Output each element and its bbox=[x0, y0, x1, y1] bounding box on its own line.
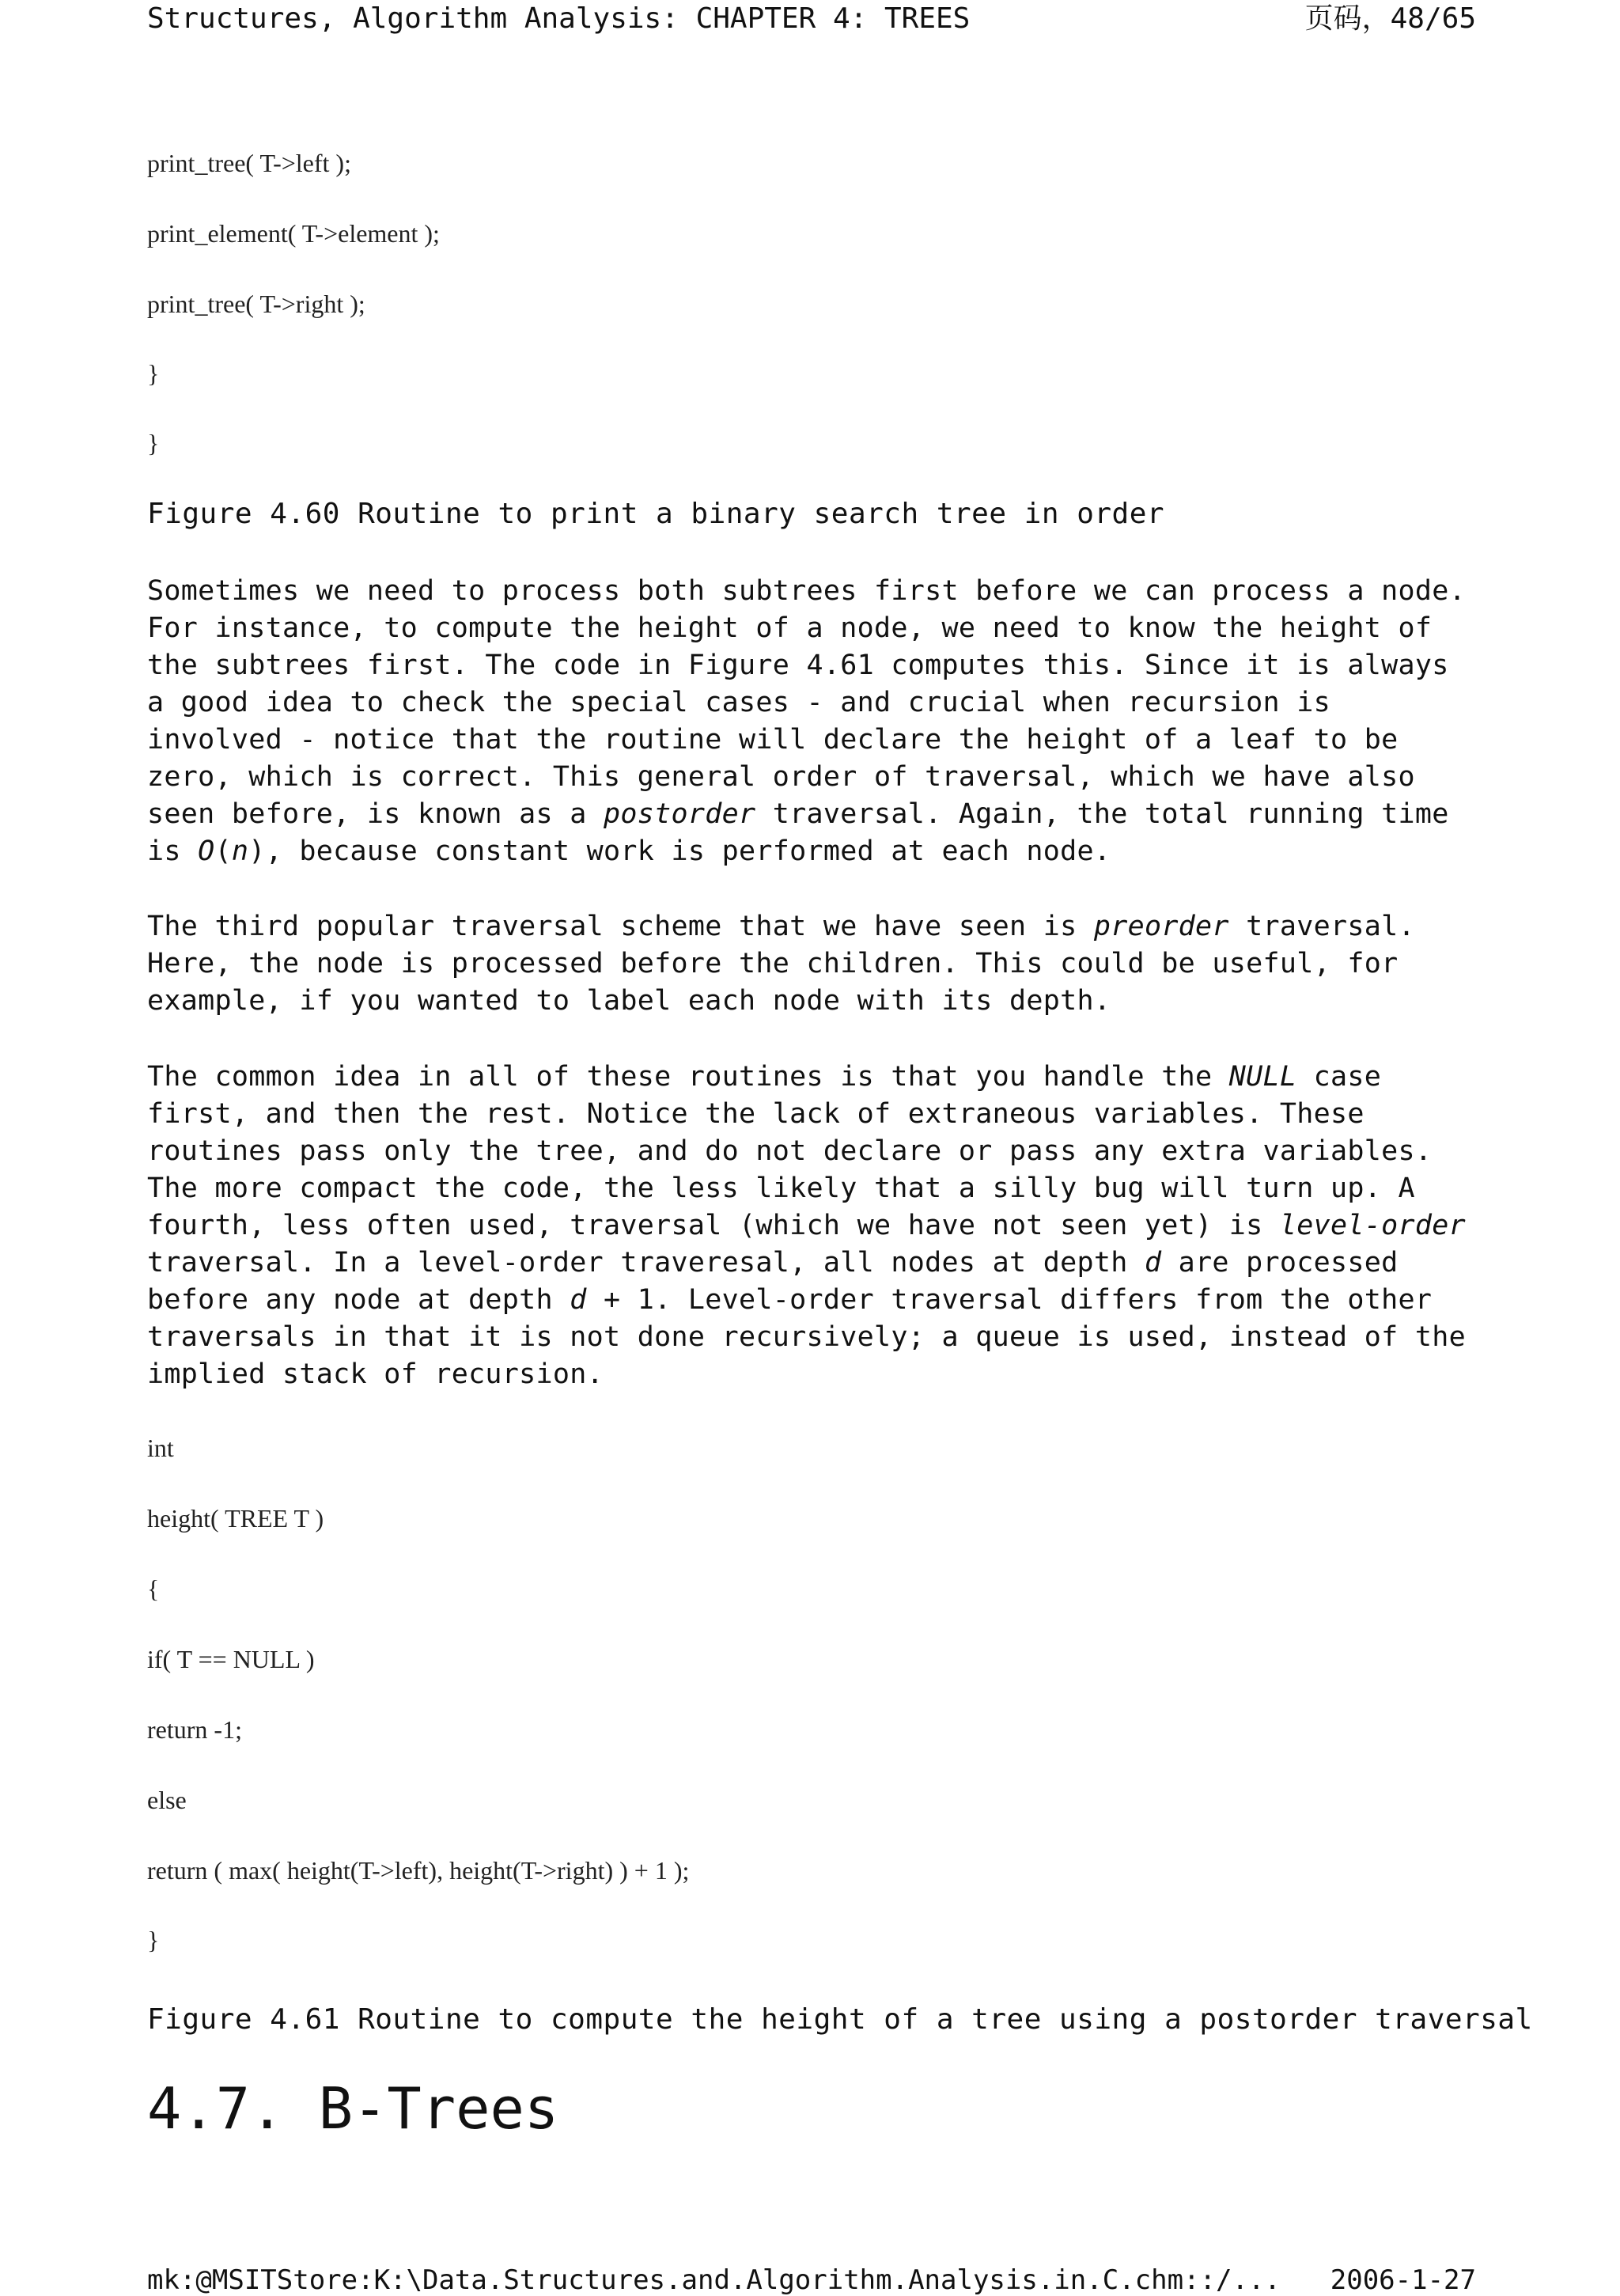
section-title: 4.7. B-Trees bbox=[147, 2075, 559, 2142]
code-line: else bbox=[147, 1786, 187, 1814]
code-line: } bbox=[147, 359, 160, 388]
code-line: } bbox=[147, 429, 160, 457]
paragraph-level-order bbox=[147, 1059, 1480, 1393]
footer-date: 2006-1-27 bbox=[1330, 2264, 1476, 2296]
footer-path: mk:@MSITStore:K:\Data.Structures.and.Algorithm.Analysis.in.C.chm::/... bbox=[147, 2264, 1281, 2296]
page-header bbox=[147, 2, 1476, 36]
variable-n: n bbox=[231, 835, 249, 867]
term-preorder: preorder bbox=[1093, 911, 1229, 942]
code-line: return -1; bbox=[147, 1715, 242, 1744]
code-line: print_tree( T->right ); bbox=[147, 290, 365, 318]
term-null: NULL bbox=[1228, 1061, 1297, 1093]
text-run: ( bbox=[214, 835, 232, 867]
code-line: return ( max( height(T->left), height(T->right) ) + 1 ); bbox=[147, 1856, 690, 1885]
code-line: print_tree( T->left ); bbox=[147, 149, 351, 177]
code-line: if( T == NULL ) bbox=[147, 1645, 315, 1673]
variable-d: d bbox=[1144, 1247, 1162, 1279]
paragraph-postorder bbox=[147, 573, 1480, 870]
text-run: Sometimes we need to process both subtrees first before we can process a node. For instance, to compute the height of a node, we need to know the height of the subtrees first. The code in Figure 4.61 computes this. Since it is always a good idea to check the special cases - and crucial when recursion is involved - notice that the routine will declare the height of a leaf to be zero, which is correct. This general order of traversal, which we have also seen before, is known as a bbox=[147, 575, 1466, 830]
text-run: case first, and then the rest. Notice the lack of extraneous variables. These routines pass only the tree, and do not declare or pass any extra variables. The more compact the code, the less likely that a silly bug will turn up. A fourth, less often used, traversal (which we have not seen yet) is bbox=[147, 1061, 1433, 1241]
figure-caption-4-60: Figure 4.60 Routine to print a binary search tree in order bbox=[147, 498, 1165, 530]
code-line: print_element( T->element ); bbox=[147, 219, 440, 248]
text-run: traversal. Again, the total running time is bbox=[147, 798, 1449, 867]
text-run: ), because constant work is performed at each node. bbox=[248, 835, 1111, 867]
text-run: traversal. In a level-order traveresal, all nodes at depth bbox=[147, 1247, 1145, 1279]
code-line: height( TREE T ) bbox=[147, 1504, 324, 1533]
document-page bbox=[147, 0, 1533, 2296]
code-line: { bbox=[147, 1574, 160, 1603]
code-line: int bbox=[147, 1434, 174, 1462]
text-run: + 1. Level-order traversal differs from the other traversals in that it is not done recursively; a queue is used, instead of the implied stack of recursion. bbox=[147, 1284, 1466, 1390]
header-title: Structures, Algorithm Analysis: CHAPTER 4: TREES bbox=[147, 2, 971, 35]
term-postorder: postorder bbox=[604, 798, 756, 830]
code-line: } bbox=[147, 1926, 160, 1954]
page-footer bbox=[147, 2264, 1476, 2296]
figure-caption-4-61: Figure 4.61 Routine to compute the height of a tree using a postorder traversal bbox=[147, 2003, 1533, 2036]
term-level-order: level-order bbox=[1279, 1210, 1467, 1241]
variable-d: d bbox=[570, 1284, 587, 1316]
text-run: traversal. Here, the node is processed before the children. This could be useful, for example, if you wanted to label each node with its depth. bbox=[147, 911, 1415, 1017]
text-run: are processed before any node at depth bbox=[147, 1247, 1399, 1316]
header-page-info: 页码，48/65 bbox=[1304, 2, 1476, 35]
text-run: The common idea in all of these routines is that you handle the bbox=[147, 1061, 1229, 1093]
paragraph-preorder bbox=[147, 908, 1480, 1020]
big-o: O bbox=[198, 835, 215, 867]
text-run: The third popular traversal scheme that we have seen is bbox=[147, 911, 1094, 942]
